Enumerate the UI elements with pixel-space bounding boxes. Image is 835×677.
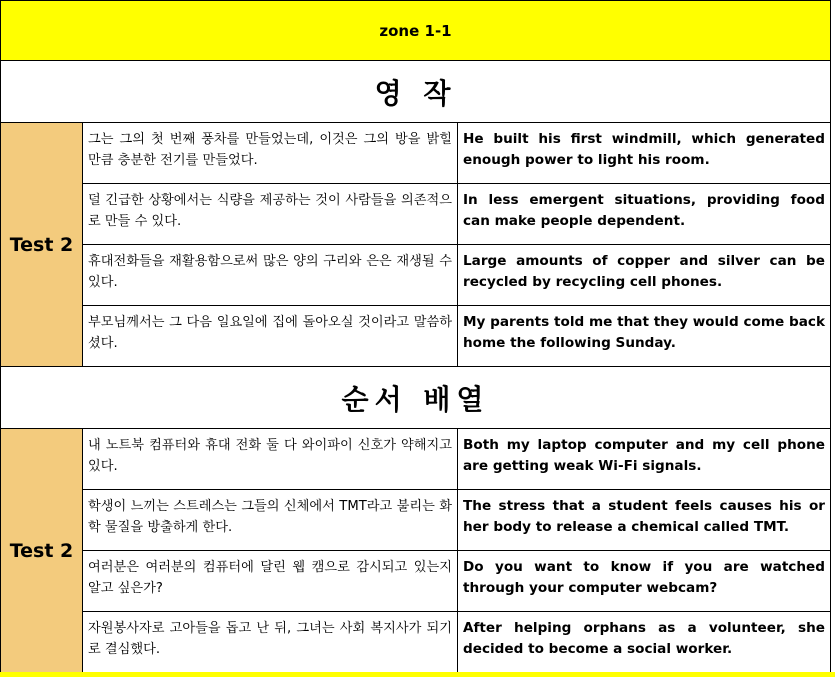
- korean-sentence: 휴대전화들을 재활용함으로써 많은 양의 구리와 은은 재생될 수 있다.: [82, 244, 458, 306]
- english-sentence: Do you want to know if you are watched through your computer webcam?: [457, 550, 831, 612]
- korean-sentence: 그는 그의 첫 번째 풍차를 만들었는데, 이것은 그의 방을 밝힐 만큼 충분한 전기를 만들었다.: [82, 122, 458, 184]
- table-row: [82, 550, 831, 612]
- english-sentence: Both my laptop computer and my cell phone are getting weak Wi-Fi signals.: [457, 428, 831, 490]
- bottom-highlight-strip: [0, 672, 835, 677]
- test-label: Test 2: [0, 428, 83, 673]
- table-row: [82, 305, 831, 367]
- korean-sentence: 부모님께서는 그 다음 일요일에 집에 돌아오실 것이라고 말씀하셨다.: [82, 305, 458, 367]
- english-sentence: Large amounts of copper and silver can be recycled by recycling cell phones.: [457, 244, 831, 306]
- zone-header: zone 1-1: [0, 0, 831, 61]
- korean-sentence: 학생이 느끼는 스트레스는 그들의 신체에서 TMT라고 불리는 화학 물질을 방출하게 한다.: [82, 489, 458, 551]
- section-title-composition: 영 작: [0, 61, 831, 122]
- table-row: [82, 122, 831, 184]
- table-row: [82, 428, 831, 490]
- korean-sentence: 여러분은 여러분의 컴퓨터에 달린 웹 캠으로 감시되고 있는지 알고 싶은가?: [82, 550, 458, 612]
- table-row: [82, 489, 831, 551]
- table-row: [82, 611, 831, 673]
- korean-sentence: 내 노트북 컴퓨터와 휴대 전화 둘 다 와이파이 신호가 약해지고 있다.: [82, 428, 458, 490]
- korean-sentence: 덜 긴급한 상황에서는 식량을 제공하는 것이 사람들을 의존적으로 만들 수 있다.: [82, 183, 458, 245]
- english-sentence: In less emergent situations, providing food can make people dependent.: [457, 183, 831, 245]
- table-row: [82, 183, 831, 245]
- korean-sentence: 자원봉사자로 고아들을 돕고 난 뒤, 그녀는 사회 복지사가 되기로 결심했다.: [82, 611, 458, 673]
- english-sentence: My parents told me that they would come back home the following Sunday.: [457, 305, 831, 367]
- section-block-composition: [0, 122, 831, 367]
- table-row: [82, 244, 831, 306]
- english-sentence: The stress that a student feels causes his or her body to release a chemical called TMT.: [457, 489, 831, 551]
- english-sentence: After helping orphans as a volunteer, she decided to become a social worker.: [457, 611, 831, 673]
- english-sentence: He built his first windmill, which generated enough power to light his room.: [457, 122, 831, 184]
- section-block-ordering: [0, 428, 831, 673]
- test-label: Test 2: [0, 122, 83, 367]
- section-title-ordering: 순서 배열: [0, 367, 831, 428]
